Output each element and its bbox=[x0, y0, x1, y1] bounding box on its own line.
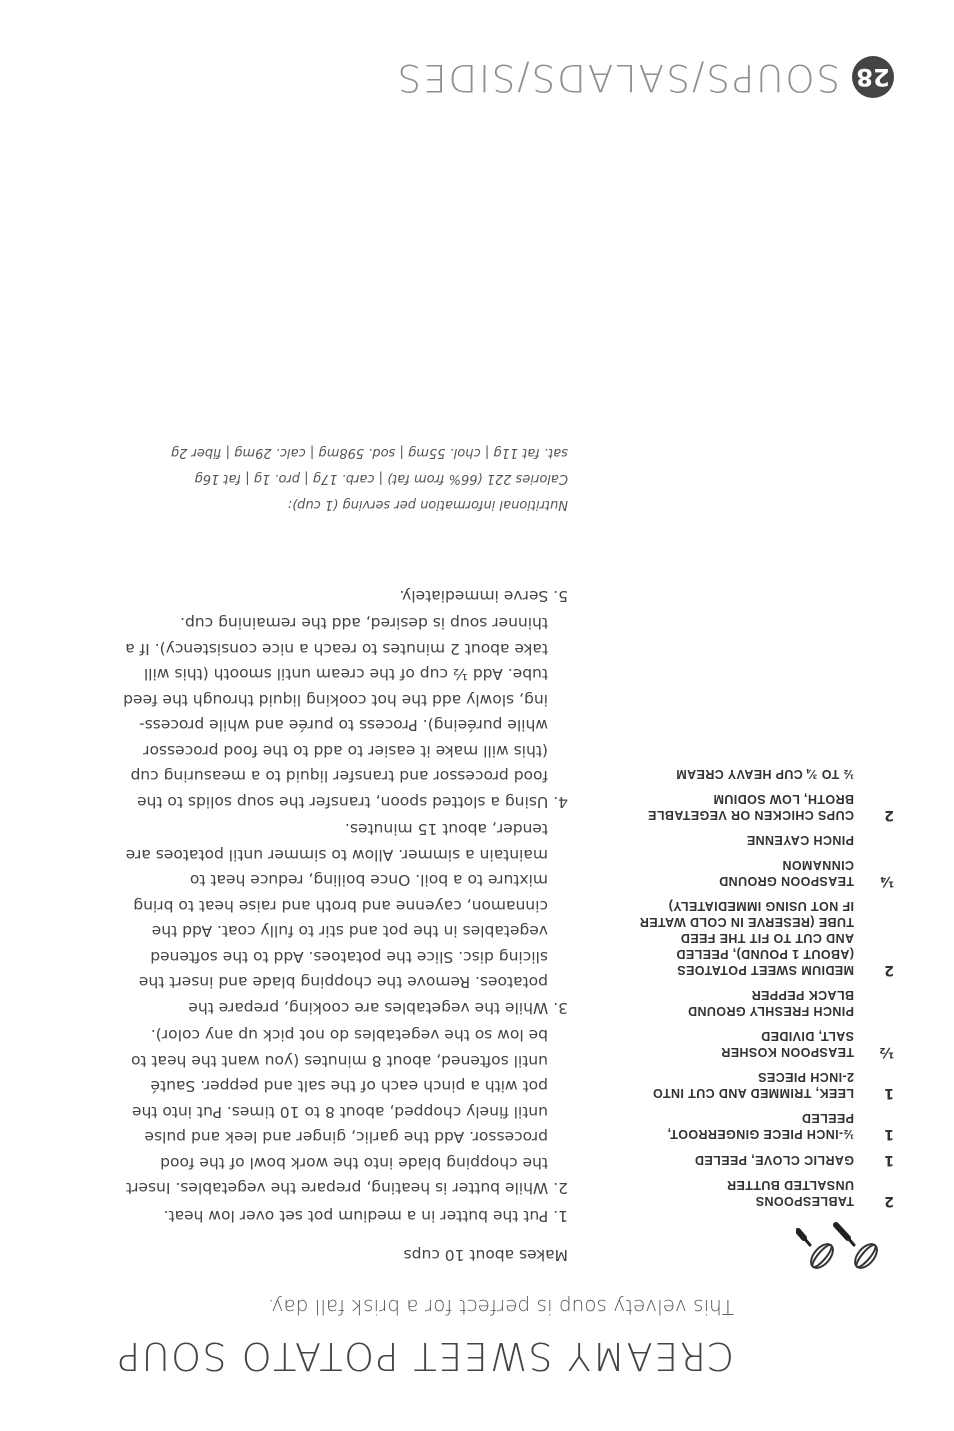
instruction-line: processor. Add the garlic, ginger and leek and pulse bbox=[144, 1128, 548, 1147]
ingredient-line: TEASPOON KOSHER bbox=[720, 1045, 854, 1059]
ingredient-text bbox=[614, 857, 854, 889]
page-number-badge: 28 bbox=[852, 57, 894, 99]
ingredient-row bbox=[594, 987, 894, 1019]
ingredient-row bbox=[594, 1110, 894, 1142]
ingredient-text bbox=[614, 898, 854, 978]
ingredient-line: AND CUT TO FIT THE FEED bbox=[680, 931, 854, 945]
ingredient-row bbox=[594, 766, 894, 782]
instruction-line: ing, slowly add the hot cooking liquid through the feed bbox=[123, 691, 548, 709]
instruction-line: thinner soup is desired, add the remaining cup. bbox=[180, 614, 548, 633]
instruction-step bbox=[88, 816, 568, 1020]
ingredient-row bbox=[594, 1069, 894, 1101]
ingredient-line: PINCH FRESHLY GROUND bbox=[687, 1004, 854, 1018]
ingredient-row bbox=[594, 898, 894, 978]
ingredient-quantity: 2 bbox=[884, 1193, 894, 1209]
instruction-line: tender, about 15 minutes. bbox=[344, 820, 548, 839]
instruction-line: pot with a pinch each of the salt and pepper. Sauté bbox=[150, 1077, 548, 1096]
ingredient-line: IF NOT USING IMMEDIATELY) bbox=[668, 899, 854, 913]
ingredient-text bbox=[614, 1151, 854, 1168]
ingredient-row bbox=[594, 857, 894, 889]
ingredient-line: LEEK, TRIMMED AND CUT INTO bbox=[652, 1086, 854, 1100]
nutrition-line: Calories 221 (66% from fat) | carb. 17g | pro. 1g | fat 16g bbox=[194, 471, 568, 486]
ingredient-quantity: ½ bbox=[879, 1044, 894, 1060]
instruction-line: until softened, about 8 minutes (you want the heat to bbox=[130, 1052, 548, 1070]
ingredient-quantity: 1 bbox=[884, 1085, 894, 1101]
instruction-line: (this will make it easier to add to the food processor bbox=[143, 742, 548, 760]
ingredient-quantity bbox=[854, 766, 894, 782]
section-header bbox=[396, 56, 894, 99]
ingredient-list bbox=[594, 757, 894, 1209]
instruction-line: 5. Serve immediately. bbox=[399, 587, 568, 605]
ingredient-line: BLACK PEPPER bbox=[751, 988, 854, 1002]
ingredient-line: PEELED bbox=[801, 1111, 854, 1125]
ingredient-quantity: 1 bbox=[884, 1152, 894, 1168]
ingredient-text bbox=[614, 987, 854, 1019]
ingredient-row bbox=[594, 1028, 894, 1060]
recipe-title: CREAMY SWEET POTATO SOUP bbox=[115, 1334, 734, 1378]
instruction-line: take about 2 minutes to reach a nice consistency). If a bbox=[125, 640, 548, 658]
whisk-icon bbox=[796, 1201, 894, 1271]
instruction-line: mixture to a boil. Once boiling, reduce heat to bbox=[189, 871, 548, 890]
instruction-line: while puréeing). Process to purée and while process- bbox=[139, 716, 548, 735]
instruction-list bbox=[88, 581, 568, 1229]
instruction-line: 1. Put the butter in a medium pot set over low heat. bbox=[163, 1207, 568, 1225]
ingredient-line: (ABOUT 1 POUND), PEELED bbox=[676, 947, 854, 961]
ingredient-line: 2-INCH PIECES bbox=[757, 1070, 854, 1084]
ingredient-line: TUBE (RESERVE IN COLD WATER bbox=[639, 915, 854, 929]
ingredient-text bbox=[614, 832, 854, 848]
instruction-line: 3. While the vegetables are cooking, prepare the bbox=[188, 999, 568, 1017]
ingredient-line: CINNAMON bbox=[782, 858, 854, 872]
ingredient-line: SALT, DIVIDED bbox=[760, 1029, 854, 1043]
instruction-line: until finely chopped, about 8 to 10 times. Put into the bbox=[131, 1103, 548, 1121]
ingredient-line: ½ TO ¾ CUP HEAVY CREAM bbox=[675, 767, 854, 781]
instruction-line: maintain a simmer. Allow to simmer until potatoes are bbox=[125, 846, 548, 864]
recipe-yield: Makes about 10 cups bbox=[403, 1246, 568, 1264]
ingredient-line: TEASPOON GROUND bbox=[718, 874, 854, 888]
ingredient-line: BROTH, LOW SODIUM bbox=[713, 792, 854, 806]
instruction-line: food processor and transfer liquid to a measuring cup bbox=[130, 767, 548, 786]
instruction-line: cinnamon, cayenne and broth and raise heat to bring bbox=[133, 897, 548, 915]
instruction-line: 4. Using a slotted spoon, transfer the soup solids to the bbox=[137, 793, 568, 811]
ingredient-text bbox=[614, 1110, 854, 1142]
instruction-line: 2. While butter is heating, prepare the vegetables. Insert bbox=[126, 1179, 568, 1198]
recipe-subtitle: This velvety soup is perfect for a brisk fall day. bbox=[268, 1295, 734, 1319]
instruction-line: be low so the vegetables do not pick up any color). bbox=[150, 1026, 548, 1045]
section-title: SOUPS/SALADS/SIDES bbox=[395, 56, 840, 99]
ingredient-text bbox=[614, 1177, 854, 1209]
ingredient-text bbox=[614, 1028, 854, 1060]
ingredient-line: MEDIUM SWEET POTATOES bbox=[676, 963, 854, 977]
instruction-line: the chopping blade into the work bowl of the food bbox=[160, 1154, 548, 1172]
nutrition-info bbox=[171, 439, 568, 517]
instruction-line: potatoes. Remove the chopping blade and insert the bbox=[138, 973, 548, 992]
ingredient-line: PINCH CAYENNE bbox=[746, 833, 854, 847]
ingredient-line: GARLIC CLOVE, PEELED bbox=[694, 1153, 854, 1167]
instruction-step bbox=[88, 1022, 568, 1201]
ingredient-row bbox=[594, 1177, 894, 1209]
ingredient-text bbox=[614, 791, 854, 823]
instruction-step bbox=[88, 1203, 568, 1229]
ingredient-text bbox=[614, 1069, 854, 1101]
ingredient-quantity: ¼ bbox=[879, 873, 894, 889]
ingredient-row bbox=[594, 791, 894, 823]
ingredient-row bbox=[594, 832, 894, 848]
instruction-step bbox=[88, 610, 568, 814]
nutrition-line: Nutritional information per serving (1 cup): bbox=[287, 497, 568, 512]
ingredient-quantity: 2 bbox=[884, 962, 894, 978]
ingredient-quantity: 2 bbox=[884, 807, 894, 823]
ingredient-quantity bbox=[854, 832, 894, 848]
instruction-line: tube. Add ½ cup of the cream until smooth (this will bbox=[143, 665, 548, 684]
ingredient-line: CUPS CHICKEN OR VEGETABLE bbox=[647, 808, 854, 822]
ingredient-quantity bbox=[854, 987, 894, 1019]
instruction-line: slicing disc. Slice the potatoes. Add to the softened bbox=[150, 948, 548, 966]
ingredient-line: UNSALTED BUTTER bbox=[726, 1178, 854, 1192]
ingredient-line: TABLESPOONS bbox=[755, 1194, 854, 1208]
instruction-line: vegetables in the pot and stir to fully coat. Add the bbox=[151, 922, 548, 941]
ingredient-text bbox=[614, 766, 854, 782]
ingredient-row bbox=[594, 1151, 894, 1168]
ingredient-line: ½-INCH PIECE GINGERROOT, bbox=[667, 1127, 854, 1141]
nutrition-line: sat. fat 11g | chol. 55mg | sod. 598mg | calc. 29mg | fiber 2g bbox=[170, 445, 568, 460]
ingredient-quantity: 1 bbox=[884, 1126, 894, 1142]
instruction-step bbox=[88, 583, 568, 609]
